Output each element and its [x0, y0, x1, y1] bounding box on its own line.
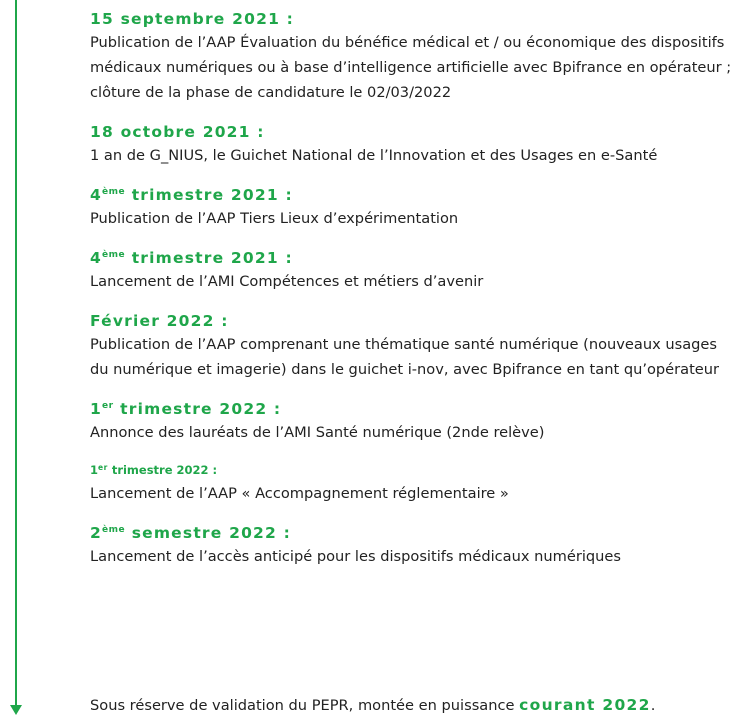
timeline-content — [90, 8, 738, 585]
entry-date: 2ème semestre 2022 : — [90, 524, 292, 542]
final-note-highlight: courant 2022 — [519, 696, 651, 714]
timeline-line — [15, 0, 17, 710]
timeline-entry — [90, 247, 738, 294]
entry-description: 1 an de G_NIUS, le Guichet National de l’Innovation et des Usages en e-Santé — [90, 147, 658, 164]
timeline-entry — [90, 522, 738, 569]
timeline-entry — [90, 310, 738, 382]
entry-date: Février 2022 : — [90, 312, 229, 330]
entry-date: 18 octobre 2021 : — [90, 123, 265, 141]
entry-description: Publication de l’AAP comprenant une thématique santé numérique (nouveaux usages du numérique et imagerie) dans le guichet i-nov, avec Bpifrance en tant qu’opérateur — [90, 336, 720, 378]
entry-date: 4ème trimestre 2021 : — [90, 249, 293, 267]
entry-description: Publication de l’AAP Tiers Lieux d’expérimentation — [90, 210, 459, 227]
timeline-entry — [90, 184, 738, 231]
timeline-entry — [90, 8, 738, 105]
entry-description: Lancement de l’AAP « Accompagnement réglementaire » — [90, 485, 509, 502]
entry-date: 15 septembre 2021 : — [90, 10, 295, 28]
timeline-entry — [90, 461, 738, 506]
entry-description: Publication de l’AAP Évaluation du bénéfice médical et / ou économique des dispositifs médicaux numériques ou à base d’intelligence artificielle avec Bpifrance en opérateur ; clôture de la phase de candidature le 02/03/2022 — [90, 34, 732, 101]
timeline-entry — [90, 121, 738, 168]
entry-date: 1er trimestre 2022 : — [90, 400, 282, 418]
timeline-entry — [90, 398, 738, 445]
entry-description: Lancement de l’accès anticipé pour les dispositifs médicaux numériques — [90, 548, 621, 565]
entry-date: 4ème trimestre 2021 : — [90, 186, 293, 204]
entry-description: Lancement de l’AMI Compétences et métiers d’avenir — [90, 273, 484, 290]
timeline-arrow-icon — [10, 705, 22, 715]
entry-description: Annonce des lauréats de l’AMI Santé numérique (2nde relève) — [90, 424, 545, 441]
final-note: Sous réserve de validation du PEPR, montée en puissance courant 2022. — [90, 696, 656, 714]
entry-date: 1er trimestre 2022 : — [90, 463, 218, 477]
